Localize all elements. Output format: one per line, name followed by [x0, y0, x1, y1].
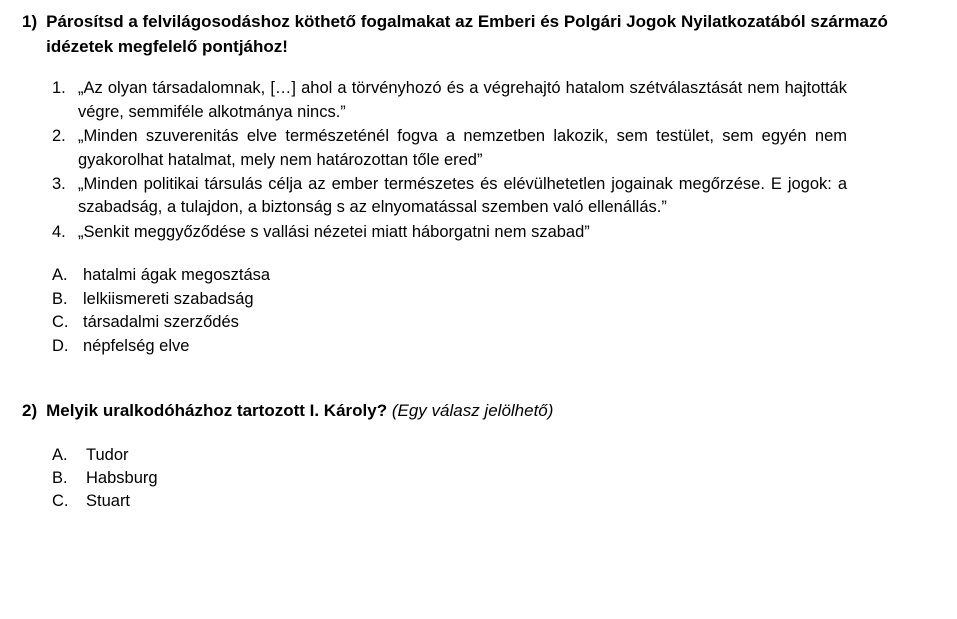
option-item-a[interactable]: [52, 444, 957, 467]
quote-text: „Minden politikai társulás célja az ember természetes és elévülhetetlen jogainak megőrzése. E jogok: a szabadság, a tulajdon, a biztonság s az elnyomatással szemben való ellenállás.”: [78, 174, 847, 217]
list-item: [52, 77, 847, 124]
option-label: Stuart: [86, 492, 131, 511]
option-marker: D.: [52, 336, 69, 355]
option-item-c[interactable]: [52, 311, 957, 334]
quote-text: „Senkit meggyőződése s vallási nézetei miatt háborgatni nem szabad”: [78, 222, 590, 241]
question-2-number: 2): [22, 400, 38, 420]
quote-text: „Az olyan társadalomnak, […] ahol a törvényhozó és a végrehajtó hatalom szétválasztását nem hajtották végre, semmiféle alkotmánya nincs.”: [78, 79, 847, 121]
option-item-b[interactable]: [52, 467, 957, 490]
option-marker: B.: [52, 468, 68, 487]
quote-text: „Minden szuverenitás elve természeténél fogva a nemzetben lakozik, sem testület, sem egyén nem gyakorolhat hatalmat, mely nem határozottan tőle ered”: [78, 127, 847, 169]
question-2-prompt: Melyik uralkodóházhoz tartozott I. Károly?: [46, 400, 388, 420]
option-item-a[interactable]: [52, 264, 957, 287]
question-2-option-list: [0, 444, 957, 514]
option-label: Tudor: [86, 445, 129, 464]
option-label: hatalmi ágak megosztása: [83, 266, 271, 285]
option-marker: C.: [52, 313, 69, 332]
option-item-b[interactable]: [52, 288, 957, 311]
option-marker: A.: [52, 445, 68, 464]
option-marker: C.: [52, 492, 69, 511]
option-marker: A.: [52, 266, 68, 285]
list-item: [52, 125, 847, 172]
option-item-c[interactable]: [52, 490, 957, 513]
quote-marker: 3.: [52, 174, 66, 193]
question-2: [0, 399, 957, 424]
question-2-prompt-wrap: [46, 399, 553, 424]
option-label: lelkiismereti szabadság: [83, 289, 254, 308]
option-label: népfelség elve: [83, 336, 190, 355]
quote-marker: 1.: [52, 79, 66, 98]
list-item: [52, 173, 847, 220]
question-1-number: 1): [22, 12, 38, 31]
quote-marker: 2.: [52, 127, 66, 146]
option-label: társadalmi szerződés: [83, 313, 239, 332]
question-1-quote-list: [0, 77, 957, 244]
question-2-note: (Egy válasz jelölhető): [391, 400, 554, 420]
option-item-d[interactable]: [52, 335, 957, 358]
question-1-prompt: Párosítsd a felvilágosodáshoz köthető fogalmakat az Emberi és Polgári Jogok Nyilatkozatából származó idézetek megfelelő pontjához!: [46, 12, 888, 56]
option-marker: B.: [52, 289, 68, 308]
question-1-option-list: [0, 264, 957, 358]
quote-marker: 4.: [52, 222, 66, 241]
list-item: [52, 221, 847, 244]
option-label: Habsburg: [86, 468, 158, 487]
question-1: [0, 10, 957, 59]
